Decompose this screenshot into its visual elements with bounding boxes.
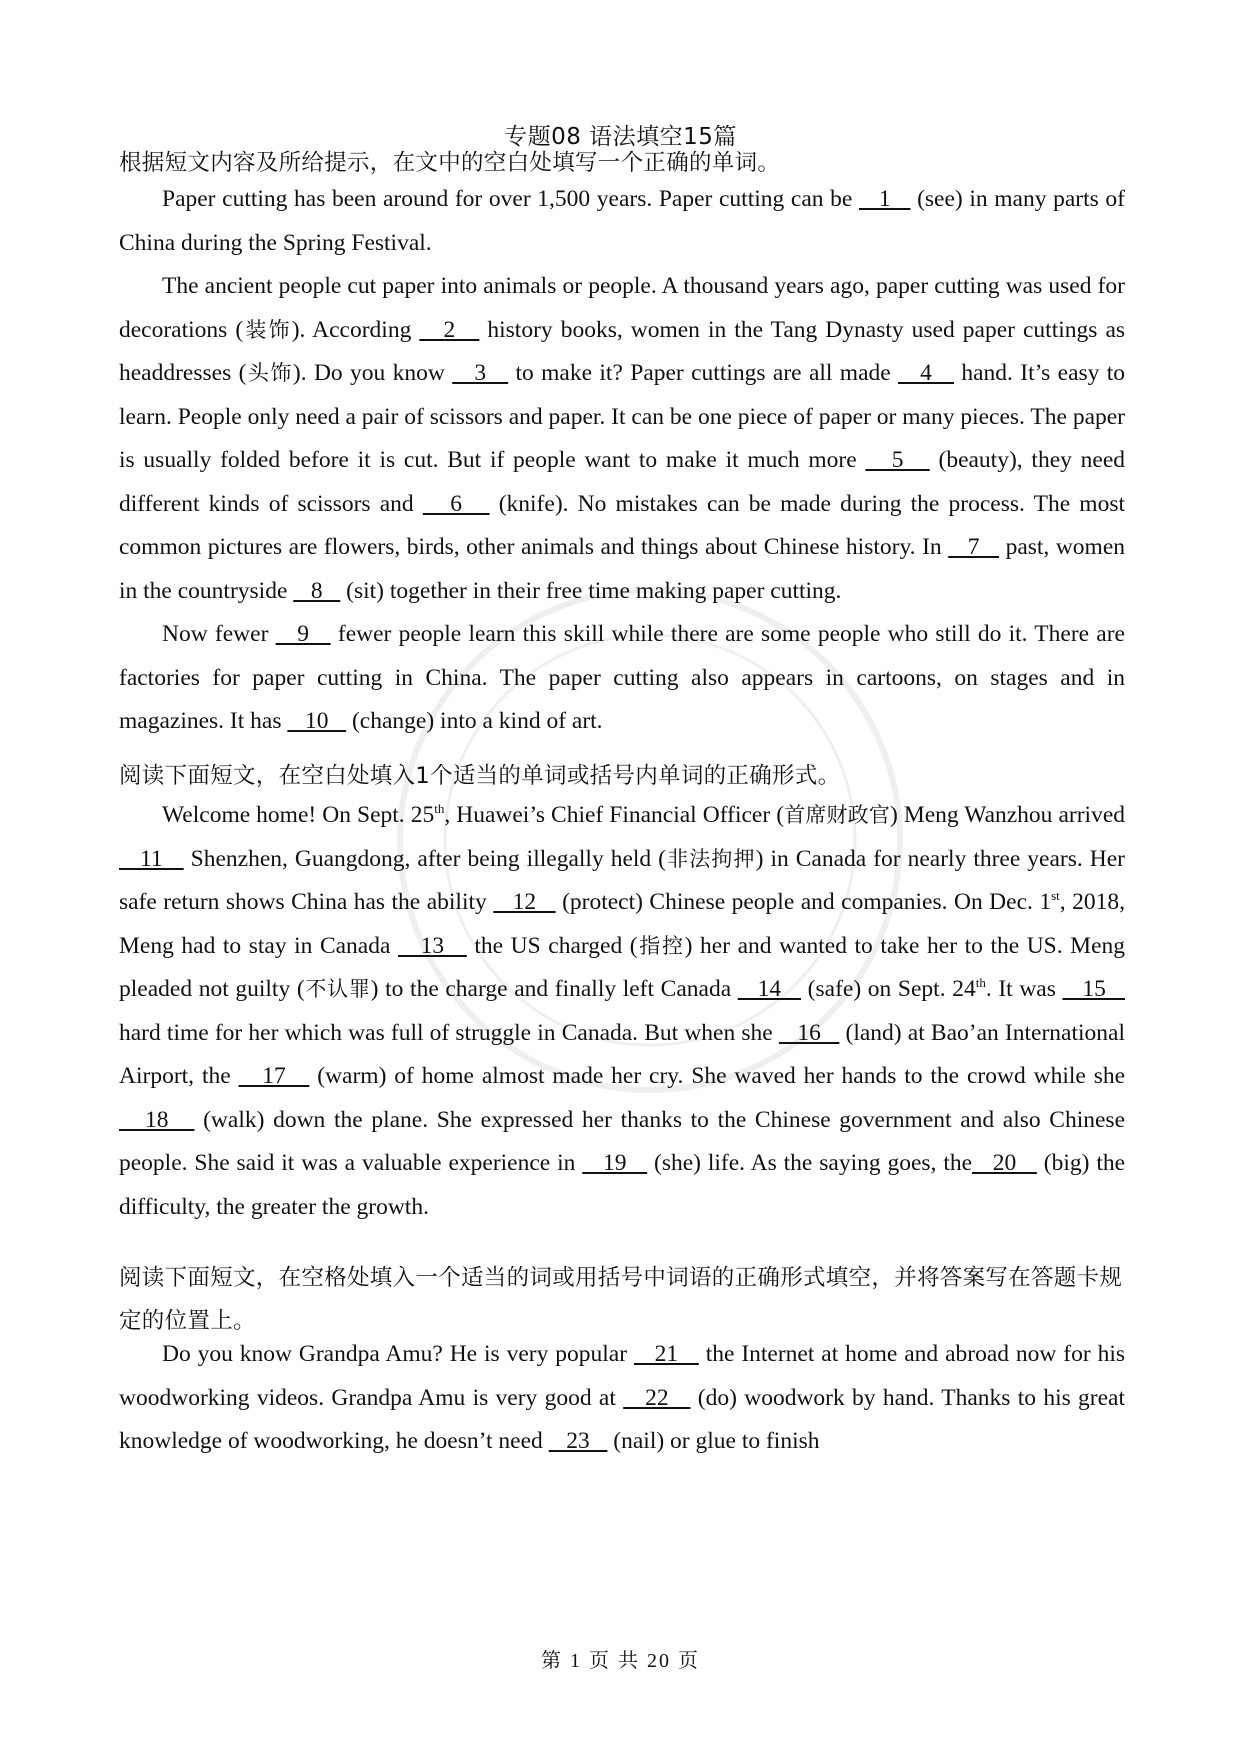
answer-blank-16[interactable]: 16: [778, 1019, 840, 1046]
section-1-instruction: 根据短文内容及所给提示，在文中的空白处填写一个正确的单词。: [119, 150, 781, 176]
section-2-instruction: 阅读下面短文，在空白处填入1个适当的单词或括号内单词的正确形式。: [119, 763, 841, 789]
passage-paragraph: Paper cutting has been around for over 1,500 years. Paper cutting can be 1 (see) in many parts of China during the Spring Festival.: [119, 186, 1125, 256]
chinese-gloss: 非法拘押: [665, 846, 756, 871]
ordinal-suffix: th: [434, 801, 445, 817]
answer-blank-8[interactable]: 8: [293, 577, 341, 604]
section-1-passage: [119, 178, 1125, 744]
answer-blank-17[interactable]: 17: [238, 1063, 310, 1089]
section-3-passage: [119, 1333, 1125, 1464]
answer-blank-9[interactable]: 9: [275, 621, 331, 647]
passage-paragraph: Do you know Grandpa Amu? He is very popular 21 the Internet at home and abroad now for his woodworking videos. Grandpa Amu is very good at 22 (do) woodwork by hand. Thanks to his great knowledge of woodworking, he doesn’t need 23 (nail) or glue to finish: [119, 1341, 1126, 1454]
answer-blank-5[interactable]: 5: [865, 447, 930, 473]
passage-paragraph: Welcome home! On Sept. 25th, Huawei’s Chief Financial Officer (首席财政官) Meng Wanzhou arrived 11 Shenzhen, Guangdong, after being illegally held (非法拘押) in Canada for nearly three years. Her safe return shows China has the ability 12 (protect) Chinese people and companies. On Dec. 1st, 2018, Meng had to stay in Canada 13 the US charged (指控) her and wanted to take her to the US. Meng pleaded not guilty (不认罪) to the charge and finally left Canada 14 (safe) on Sept. 24th. It was 15 hard time for her which was full of struggle in Canada. But when she 16 (land) at Bao’an International Airport, the 17 (warm) of home almost made her cry. She waved her hands to the crowd while she 18 (walk) down the plane. She expressed her thanks to the Chinese government and also Chinese people. She said it was a valuable experience in 19 (she) life. As the saying goes, the 20 (big) the difficulty, the greater the growth.: [119, 801, 1126, 1220]
answer-blank-7[interactable]: 7: [948, 534, 1000, 560]
chinese-gloss: 头饰: [246, 361, 293, 385]
answer-blank-1[interactable]: 1: [858, 186, 911, 212]
page-title: 专题08 语法填空15篇: [504, 124, 737, 150]
section-2-passage: [119, 794, 1125, 1229]
answer-blank-20[interactable]: 20: [972, 1150, 1037, 1176]
page-footer: 第 1 页 共 20 页: [541, 1650, 700, 1672]
answer-blank-3[interactable]: 3: [452, 360, 509, 386]
chinese-gloss: 首席财政官: [784, 803, 890, 827]
answer-blank-2[interactable]: 2: [419, 316, 480, 343]
chinese-gloss: 指控: [637, 933, 685, 958]
answer-blank-19[interactable]: 19: [582, 1150, 648, 1176]
answer-blank-6[interactable]: 6: [422, 490, 490, 517]
passage-paragraph: The ancient people cut paper into animals or people. A thousand years ago, paper cutting was used for decorations (装饰). According 2 history books, women in the Tang Dynasty used paper cuttings as headdresses (头饰). Do you know 3 to make it? Paper cuttings are all made 4 hand. It’s easy to learn. People only need a pair of scissors and paper. It can be one piece of paper or many pieces. The paper is usually folded before it is cut. But if people want to make it much more 5 (beauty), they need different kinds of scissors and 6 (knife). No mistakes can be made during the process. The most common pictures are flowers, birds, other animals and things about Chinese history. In 7 past, women in the countryside 8 (sit) together in their free time making paper cutting.: [119, 273, 1126, 604]
passage-paragraph: Now fewer 9 fewer people learn this skill while there are some people who still do it. There are factories for paper cutting in China. The paper cutting also appears in cartoons, on stages and in magazines. It has 10 (change) into a kind of art.: [119, 621, 1125, 734]
answer-blank-14[interactable]: 14: [737, 976, 802, 1002]
chinese-gloss: 不认罪: [304, 977, 371, 1001]
ordinal-suffix: st: [1051, 888, 1060, 904]
answer-blank-4[interactable]: 4: [898, 360, 954, 386]
answer-blank-11[interactable]: 11: [119, 845, 184, 872]
answer-blank-22[interactable]: 22: [623, 1384, 691, 1411]
answer-blank-23[interactable]: 23: [548, 1428, 608, 1454]
section-3-instruction: 阅读下面短文，在空格处填入一个适当的词或用括号中词语的正确形式填空，并将答案写在答题卡规定的位置上。: [119, 1265, 1123, 1334]
answer-blank-13[interactable]: 13: [397, 932, 467, 959]
answer-blank-15[interactable]: 15: [1062, 976, 1126, 1002]
ordinal-suffix: th: [975, 975, 986, 991]
answer-blank-10[interactable]: 10: [287, 708, 347, 734]
answer-blank-12[interactable]: 12: [493, 889, 556, 915]
answer-blank-18[interactable]: 18: [119, 1106, 195, 1133]
answer-blank-21[interactable]: 21: [633, 1341, 699, 1367]
chinese-gloss: 装饰: [243, 317, 292, 342]
